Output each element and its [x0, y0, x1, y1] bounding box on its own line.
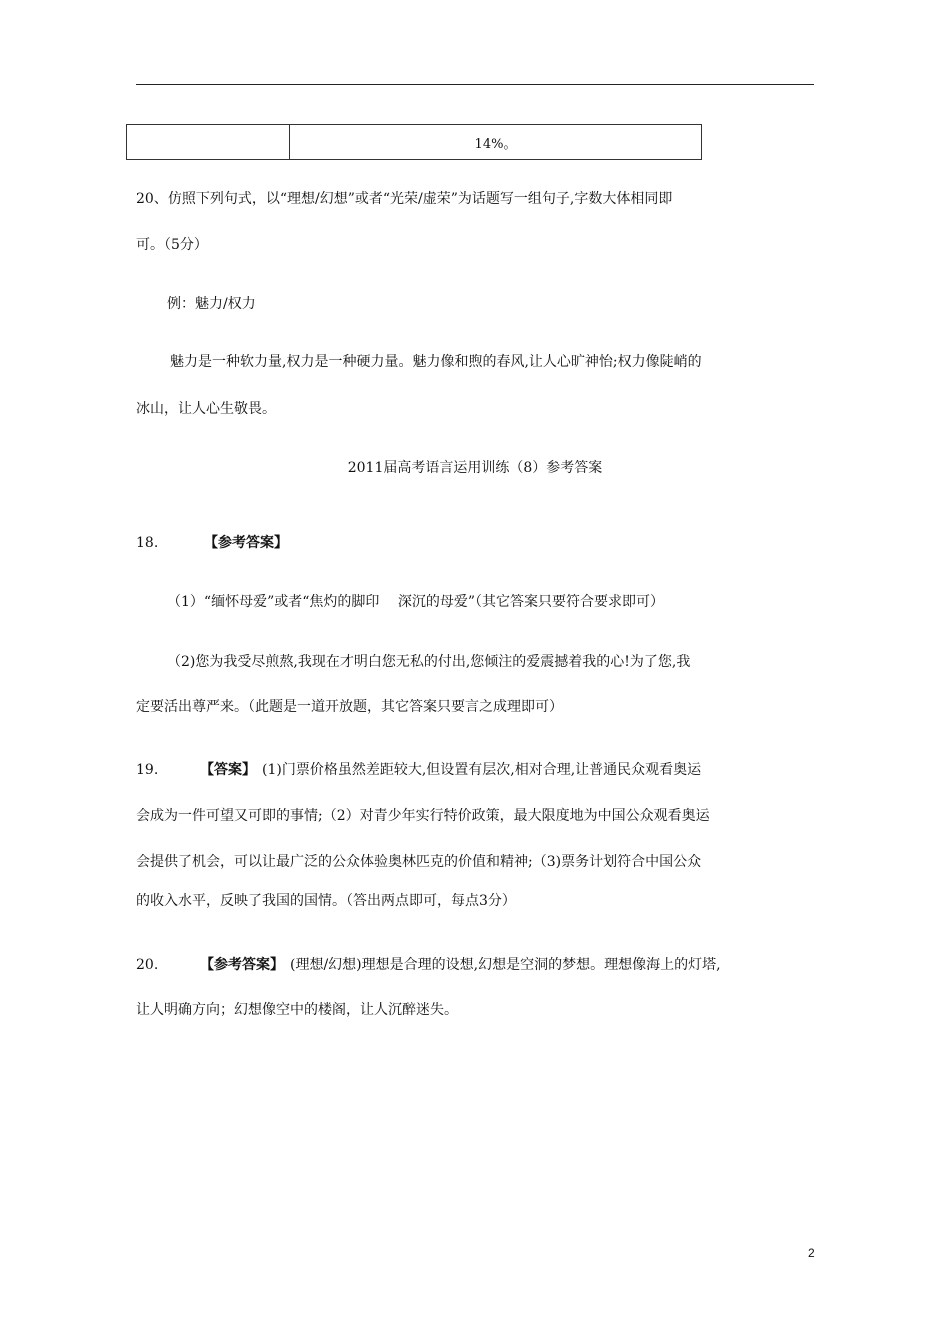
table-cell-left	[127, 125, 290, 160]
header-rule	[136, 84, 814, 85]
answer-19-line-2: 会成为一件可望又可即的事情;（2）对青少年实行特价政策，最大限度地为中国公众观看奥运	[136, 808, 710, 824]
answer-18-part-1: （1）“缅怀母爱”或者“焦灼的脚印 深沉的母爱”（其它答案只要符合要求即可）	[167, 594, 664, 610]
answer-19-number: 19.	[136, 762, 159, 778]
answer-19-line-1: (1)门票价格虽然差距较大,但设置有层次,相对合理,让普通民众观看奥运	[262, 762, 702, 778]
page-number: 2	[808, 1246, 815, 1260]
question-20-line-2: 可。（5分）	[136, 237, 208, 253]
table-row	[127, 125, 702, 160]
answer-18-part-2-line-1: （2)您为我受尽煎熬,我现在才明白您无私的付出,您倾注的爱震撼着我的心!为了您,我	[167, 654, 691, 670]
answer-18-label: 【参考答案】	[204, 535, 288, 551]
answer-20-line-2: 让人明确方向；幻想像空中的楼阁，让人沉醉迷失。	[136, 1002, 458, 1018]
answer-19-line-4: 的收入水平，反映了我国的国情。（答出两点即可，每点3分）	[136, 893, 516, 909]
answer-19-line-3: 会提供了机会，可以让最广泛的公众体验奥林匹克的价值和精神;（3)票务计划符合中国公众	[136, 854, 702, 870]
answer-20-line-1: (理想/幻想)理想是合理的设想,幻想是空洞的梦想。理想像海上的灯塔,	[290, 957, 721, 973]
answer-19-label: 【答案】	[200, 762, 256, 778]
answers-title: 2011届高考语言运用训练（8）参考答案	[347, 460, 603, 476]
table-fragment	[126, 124, 702, 160]
example-label: 例：魅力/权力	[167, 296, 256, 312]
example-line-1: 魅力是一种软力量,权力是一种硬力量。魅力像和煦的春风,让人心旷神怡;权力像陡峭的	[170, 354, 702, 370]
example-line-2: 冰山，让人心生敬畏。	[136, 401, 276, 417]
answer-18-number: 18.	[136, 535, 159, 551]
answer-18-part-2-line-2: 定要活出尊严来。（此题是一道开放题，其它答案只要言之成理即可）	[136, 699, 563, 715]
answer-20-number: 20.	[136, 957, 159, 973]
question-20-line-1: 20、仿照下列句式，以“理想/幻想”或者“光荣/虚荣”为话题写一组句子,字数大体相同即	[136, 191, 673, 207]
answer-20-label: 【参考答案】	[200, 957, 284, 973]
table-cell-right: 14%。	[290, 125, 702, 160]
